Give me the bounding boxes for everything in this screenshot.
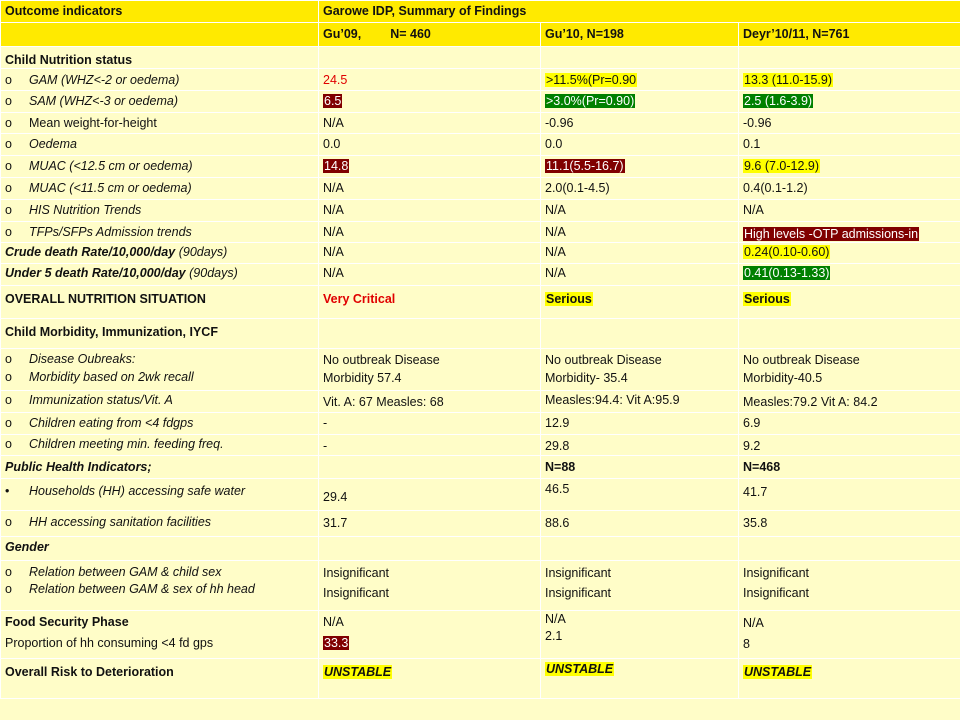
cell: N/A bbox=[739, 200, 960, 222]
cell: 0.24(0.10-0.60) bbox=[739, 243, 960, 264]
cell: N/A bbox=[319, 178, 541, 200]
cell: Measles:94.4: Vit A:95.9 bbox=[541, 391, 739, 413]
cell: N/A bbox=[319, 243, 541, 264]
table-row bbox=[1, 222, 960, 243]
subheader-blank bbox=[1, 23, 319, 47]
cell: 35.8 bbox=[739, 511, 960, 537]
cell: UNSTABLE bbox=[319, 659, 541, 699]
cell: Serious bbox=[739, 286, 960, 319]
cell: Vit. A: 67 Measles: 68 bbox=[319, 391, 541, 413]
cell: >11.5%(Pr=0.90 bbox=[541, 69, 739, 91]
cell: >3.0%(Pr=0.90) bbox=[541, 91, 739, 113]
cell: No outbreak Disease Morbidity- 35.4 bbox=[541, 349, 739, 391]
cell: 11.1(5.5-16.7) bbox=[541, 156, 739, 178]
cell: No outbreak Disease Morbidity-40.5 bbox=[739, 349, 960, 391]
cell: 88.6 bbox=[541, 511, 739, 537]
gu10-header: Gu’10, N=198 bbox=[541, 23, 739, 47]
cell: 46.5 bbox=[541, 479, 739, 511]
cell: Insignificant Insignificant bbox=[319, 561, 541, 611]
section-gender bbox=[1, 537, 960, 561]
row-label: o Children meeting min. feeding freq. bbox=[1, 435, 319, 456]
table-row bbox=[1, 113, 960, 134]
row-label: o Children eating from <4 fdgps bbox=[1, 413, 319, 435]
cell: 41.7 bbox=[739, 479, 960, 511]
cell: N/A bbox=[319, 113, 541, 134]
cell: 0.0 bbox=[541, 134, 739, 156]
table-row bbox=[1, 413, 960, 435]
cell: N/A bbox=[541, 243, 739, 264]
cell: UNSTABLE bbox=[541, 659, 739, 699]
cell: High levels -OTP admissions-in bbox=[739, 222, 960, 243]
row-label: OVERALL NUTRITION SITUATION bbox=[1, 286, 319, 319]
overall-risk-row bbox=[1, 659, 960, 699]
cell: Insignificant Insignificant bbox=[739, 561, 960, 611]
cell: N/A bbox=[541, 264, 739, 286]
cell: 31.7 bbox=[319, 511, 541, 537]
cell: 2.5 (1.6-3.9) bbox=[739, 91, 960, 113]
table-row bbox=[1, 435, 960, 456]
outcome-indicators-header: Outcome indicators bbox=[1, 1, 319, 23]
cell: - bbox=[319, 435, 541, 456]
row-label: o Disease Oubreaks: o Morbidity based on 2wk recall bbox=[1, 349, 319, 391]
row-label: o TFPs/SFPs Admission trends bbox=[1, 222, 319, 243]
subheader-row bbox=[1, 23, 960, 47]
gu09-n: N= 460 bbox=[390, 27, 431, 41]
table-row bbox=[1, 349, 960, 391]
cell: N/A 2.1 bbox=[541, 611, 739, 659]
cell: 29.8 bbox=[541, 435, 739, 456]
table-row bbox=[1, 91, 960, 113]
section-title: Public Health Indicators; bbox=[1, 456, 319, 479]
row-label: o MUAC (<11.5 cm or oedema) bbox=[1, 178, 319, 200]
cell: N/A bbox=[319, 200, 541, 222]
header-row bbox=[1, 1, 960, 23]
section-title: Child Nutrition status bbox=[1, 47, 319, 69]
table-row bbox=[1, 69, 960, 91]
section-morbidity bbox=[1, 319, 960, 349]
cell: 24.5 bbox=[319, 69, 541, 91]
cell: 9.2 bbox=[739, 435, 960, 456]
row-label: o Immunization status/Vit. A bbox=[1, 391, 319, 413]
row-label: o Oedema bbox=[1, 134, 319, 156]
row-label: o Relation between GAM & child sex o Relation between GAM & sex of hh head bbox=[1, 561, 319, 611]
cell: UNSTABLE bbox=[739, 659, 960, 699]
cell: -0.96 bbox=[739, 113, 960, 134]
row-label: o SAM (WHZ<-3 or oedema) bbox=[1, 91, 319, 113]
section-title: Gender bbox=[1, 537, 319, 561]
cell: N/A 33.3 bbox=[319, 611, 541, 659]
cell: 0.41(0.13-1.33) bbox=[739, 264, 960, 286]
cell: N/A bbox=[319, 222, 541, 243]
cell: 29.4 bbox=[319, 479, 541, 511]
food-security-row bbox=[1, 611, 960, 659]
table-row bbox=[1, 134, 960, 156]
cell: 6.9 bbox=[739, 413, 960, 435]
deyr10-header: Deyr’10/11, N=761 bbox=[739, 23, 960, 47]
cell: Measles:79.2 Vit A: 84.2 bbox=[739, 391, 960, 413]
cell: N=88 bbox=[541, 456, 739, 479]
table-row bbox=[1, 264, 960, 286]
row-label: o GAM (WHZ<-2 or oedema) bbox=[1, 69, 319, 91]
table-row bbox=[1, 511, 960, 537]
overall-nutrition-row bbox=[1, 286, 960, 319]
row-label: Food Security Phase Proportion of hh consuming <4 fd gps bbox=[1, 611, 319, 659]
table-row bbox=[1, 243, 960, 264]
cell: N/A bbox=[541, 200, 739, 222]
cell: 14.8 bbox=[319, 156, 541, 178]
cell: 0.1 bbox=[739, 134, 960, 156]
cell: N/A bbox=[541, 222, 739, 243]
cell: 2.0(0.1-4.5) bbox=[541, 178, 739, 200]
row-label: o HIS Nutrition Trends bbox=[1, 200, 319, 222]
row-label: Crude death Rate/10,000/day (90days) bbox=[1, 243, 319, 264]
table-row bbox=[1, 156, 960, 178]
cell: Insignificant Insignificant bbox=[541, 561, 739, 611]
table-row bbox=[1, 200, 960, 222]
cell: 13.3 (11.0-15.9) bbox=[739, 69, 960, 91]
table-row bbox=[1, 479, 960, 511]
cell: 0.4(0.1-1.2) bbox=[739, 178, 960, 200]
row-label: Overall Risk to Deterioration bbox=[1, 659, 319, 699]
table-row bbox=[1, 561, 960, 611]
cell: Very Critical bbox=[319, 286, 541, 319]
cell: - bbox=[319, 413, 541, 435]
cell: Serious bbox=[541, 286, 739, 319]
gu09-header bbox=[319, 23, 541, 47]
table-title: Garowe IDP, Summary of Findings bbox=[319, 1, 960, 23]
table-row bbox=[1, 178, 960, 200]
cell: N=468 bbox=[739, 456, 960, 479]
row-label: o Mean weight-for-height bbox=[1, 113, 319, 134]
row-label: • Households (HH) accessing safe water bbox=[1, 479, 319, 511]
cell: 0.0 bbox=[319, 134, 541, 156]
cell: N/A bbox=[319, 264, 541, 286]
table-row bbox=[1, 391, 960, 413]
cell: -0.96 bbox=[541, 113, 739, 134]
cell: N/A 8 bbox=[739, 611, 960, 659]
cell: 12.9 bbox=[541, 413, 739, 435]
section-title: Child Morbidity, Immunization, IYCF bbox=[1, 319, 319, 349]
section-child-nutrition bbox=[1, 47, 960, 69]
cell: 6.5 bbox=[319, 91, 541, 113]
cell: 9.6 (7.0-12.9) bbox=[739, 156, 960, 178]
row-label: o MUAC (<12.5 cm or oedema) bbox=[1, 156, 319, 178]
gu09-label: Gu’09, bbox=[323, 27, 362, 41]
row-label: Under 5 death Rate/10,000/day (90days) bbox=[1, 264, 319, 286]
section-public-health bbox=[1, 456, 960, 479]
cell: No outbreak Disease Morbidity 57.4 bbox=[319, 349, 541, 391]
row-label: o HH accessing sanitation facilities bbox=[1, 511, 319, 537]
